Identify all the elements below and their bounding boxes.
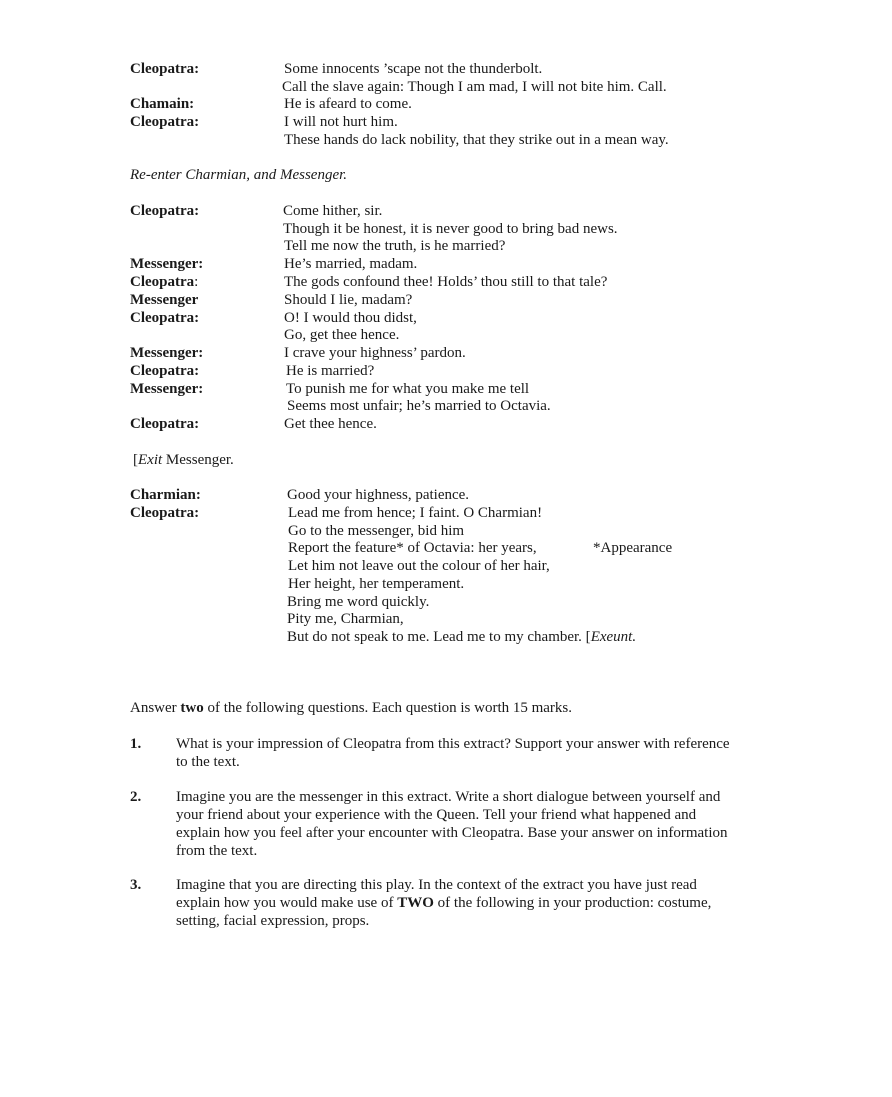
dialogue-line bbox=[287, 628, 636, 646]
dialogue-line: Go to the messenger, bid him bbox=[288, 523, 465, 539]
question-number: 3. bbox=[130, 877, 142, 893]
question-fragment: explain how you would make use of bbox=[176, 895, 398, 911]
intro-text: of the following questions. Each question is worth 15 marks. bbox=[203, 700, 573, 716]
question-fragment: of the following in your production: costume, bbox=[433, 895, 712, 911]
exit-rest: Messenger. bbox=[162, 452, 234, 468]
question-line: explain how you feel after your encounter with Cleopatra. Base your answer on information bbox=[176, 825, 728, 841]
exeunt-direction: Exeunt. bbox=[590, 629, 637, 645]
question-line: Imagine you are the messenger in this extract. Write a short dialogue between yourself and bbox=[176, 789, 721, 805]
speaker-label: Cleopatra: bbox=[130, 61, 200, 77]
speaker-label: Cleopatra: bbox=[130, 114, 200, 130]
bracket: [ bbox=[133, 452, 138, 468]
dialogue-line: Good your highness, patience. bbox=[287, 487, 470, 503]
question-line: Imagine that you are directing this play. In the context of the extract you have just read bbox=[176, 877, 697, 893]
question-line: your friend about your experience with the Queen. Tell your friend what happened and bbox=[176, 807, 697, 823]
dialogue-line: Call the slave again: Though I am mad, I will not bite him. Call. bbox=[282, 79, 667, 95]
dialogue-line: O! I would thou didst, bbox=[284, 310, 417, 326]
dialogue-line: He is married? bbox=[286, 363, 375, 379]
question-line: setting, facial expression, props. bbox=[176, 913, 370, 929]
dialogue-line: Though it be honest, it is never good to bring bad news. bbox=[283, 221, 618, 237]
dialogue-line: Go, get thee hence. bbox=[284, 327, 400, 343]
speaker-label: Cleopatra: bbox=[130, 363, 200, 379]
dialogue-line: Come hither, sir. bbox=[283, 203, 383, 219]
question-text bbox=[176, 876, 776, 930]
speaker-label bbox=[130, 273, 198, 291]
stage-direction: Re-enter Charmian, and Messenger. bbox=[130, 167, 348, 183]
speaker-label: Messenger: bbox=[130, 256, 204, 272]
dialogue-line: These hands do lack nobility, that they strike out in a mean way. bbox=[284, 132, 669, 148]
dialogue-line: Some innocents ’scape not the thunderbolt. bbox=[284, 61, 543, 77]
speaker-label: Messenger: bbox=[130, 345, 204, 361]
speaker-label: Cleopatra: bbox=[130, 203, 200, 219]
dialogue-line: I crave your highness’ pardon. bbox=[284, 345, 466, 361]
intro-text: Answer bbox=[130, 700, 181, 716]
speaker-name: Cleopatra bbox=[130, 274, 195, 290]
speaker-colon: : bbox=[194, 274, 199, 290]
dialogue-line: He is afeard to come. bbox=[284, 96, 412, 112]
speaker-label: Messenger bbox=[130, 292, 199, 308]
question-number: 2. bbox=[130, 789, 142, 805]
question-line: to the text. bbox=[176, 754, 240, 770]
dialogue-line: Lead me from hence; I faint. O Charmian! bbox=[288, 505, 543, 521]
questions-intro bbox=[130, 699, 572, 717]
question-line: from the text. bbox=[176, 843, 258, 859]
dialogue-line: He’s married, madam. bbox=[284, 256, 418, 272]
dialogue-line: Report the feature* of Octavia: her years, bbox=[288, 540, 537, 556]
dialogue-line: Bring me word quickly. bbox=[287, 594, 430, 610]
speaker-label: Cleopatra: bbox=[130, 505, 200, 521]
intro-emphasis: two bbox=[180, 700, 204, 716]
stage-direction-exit bbox=[133, 451, 234, 469]
dialogue-text: But do not speak to me. Lead me to my chamber. [ bbox=[287, 629, 591, 645]
dialogue-line: To punish me for what you make me tell bbox=[286, 381, 530, 397]
dialogue-line: I will not hurt him. bbox=[284, 114, 398, 130]
speaker-label: Charmian: bbox=[130, 487, 201, 503]
exit-word: Exit bbox=[138, 452, 163, 468]
dialogue-line: Pity me, Charmian, bbox=[287, 611, 404, 627]
dialogue-line: Should I lie, madam? bbox=[284, 292, 413, 308]
question-text bbox=[176, 788, 776, 860]
speaker-label: Cleopatra: bbox=[130, 416, 200, 432]
question-number: 1. bbox=[130, 736, 142, 752]
speaker-label: Cleopatra: bbox=[130, 310, 200, 326]
footnote-appearance: *Appearance bbox=[593, 540, 673, 556]
dialogue-line: Tell me now the truth, is he married? bbox=[284, 238, 506, 254]
dialogue-line: The gods confound thee! Holds’ thou still to that tale? bbox=[284, 274, 608, 290]
question-line bbox=[176, 894, 776, 912]
dialogue-line: Let him not leave out the colour of her hair, bbox=[288, 558, 550, 574]
dialogue-line: Get thee hence. bbox=[284, 416, 377, 432]
dialogue-line: Her height, her temperament. bbox=[288, 576, 465, 592]
dialogue-line: Seems most unfair; he’s married to Octavia. bbox=[287, 398, 551, 414]
question-emphasis: TWO bbox=[397, 895, 434, 911]
speaker-label: Messenger: bbox=[130, 381, 204, 397]
question-line: What is your impression of Cleopatra from this extract? Support your answer with reference bbox=[176, 736, 730, 752]
speaker-label: Chamain: bbox=[130, 96, 195, 112]
question-text bbox=[176, 735, 776, 771]
